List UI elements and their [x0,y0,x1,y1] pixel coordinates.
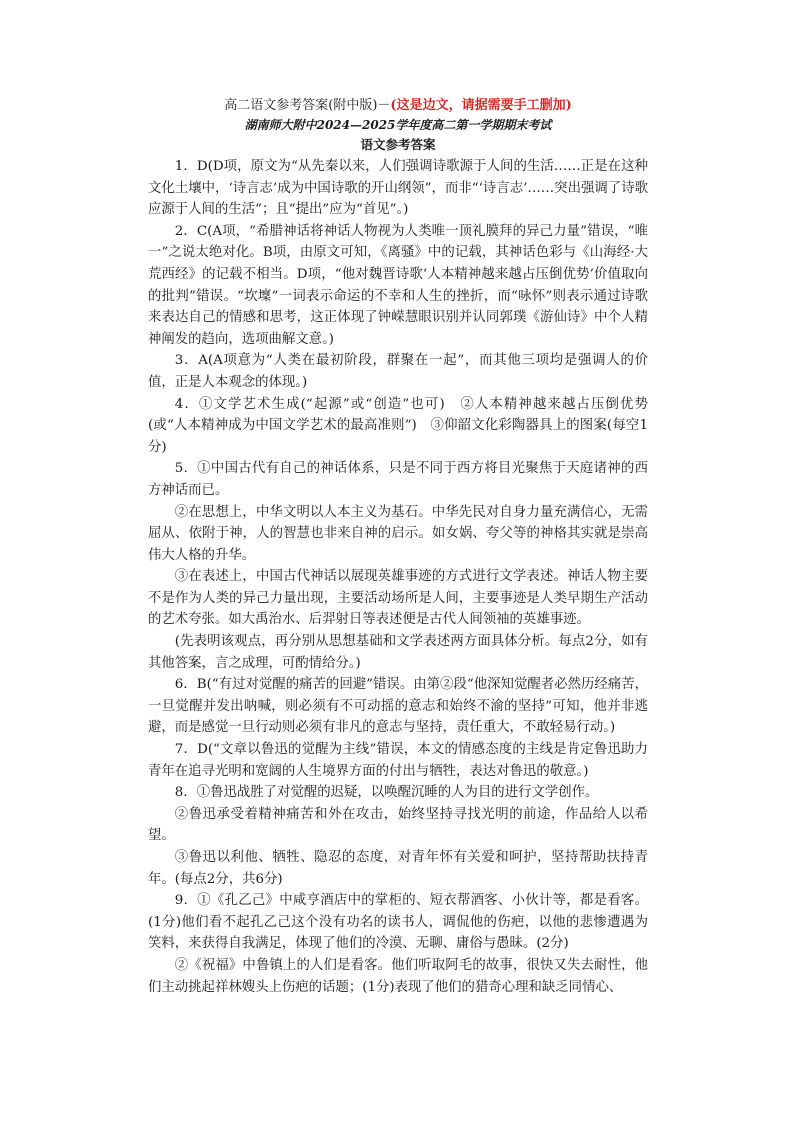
answer-8-point-1: 8．①鲁迅战胜了对觉醒的迟疑，以唤醒沉睡的人为目的进行文学创作。 [174,785,599,801]
answer-8-point-3: ③鲁迅以利他、牺牲、隐忍的态度，对青年怀有关爱和呵护，坚持帮助扶持青年。(每点2分，共6分) [148,850,648,887]
answer-9-point-2: ②《祝福》中鲁镇上的人们是看客。他们听取阿毛的故事，很快又失去耐性，他们主动挑起祥林嫂头上伤疤的话题；(1分)表现了他们的猎奇心理和缺乏同情心、 [148,957,648,995]
answer-2: 2．C(A项，“希腊神话将神话人物视为人类唯一顶礼膜拜的异己力量”错误，“唯一”之说太绝对化。B项，由原文可知，《离骚》中的记载，其神话色彩与《山海经·大荒西经》的记载不相当。D项，“他对魏晋诗歌‘人本精神越来越占压倒优势’价值取向的批判”错误。“坎壈”一词表示命运的不幸和人生的挫折，而“咏怀”则表示通过诗歌来表达自己的情感和思考，这正体现了钟嵘慧眼识别并认同郭璞《游仙诗》中个人精神阐发的趋向，选项曲解文意。) [148,223,648,347]
section-title: 语文参考答案 [360,137,436,152]
answer-8-point-2: ②鲁迅承受着精神痛苦和外在攻击，始终坚持寻找光明的前途，作品给人以希望。 [148,806,648,844]
exam-subtitle: 湖南师大附中2024—2025学年度高二第一学期期末考试 [244,118,552,132]
answer-4: 4．①文学艺术生成(“起源”或“创造”也可) ②人本精神越来越占压倒优势(或“人本精神成为中国文学艺术的最高准则”) ③仰韶文化彩陶器具上的图案(每空1分) [148,396,648,455]
answer-5-point-2: ②在思想上，中华文明以人本主义为基石。中华先民对自身力量充满信心，无需屈从、依附于神，人的智慧也非来自神的启示。如女娲、夸父等的神格其实就是崇高伟大人格的升华。 [148,504,648,563]
answer-5-point-1: 5．①中国古代有自己的神话体系，只是不同于西方将目光聚焦于天庭诸神的西方神话而已。 [148,461,648,498]
answer-sheet-page [148,96,648,998]
answer-7: 7．D(“文章以鲁迅的觉醒为主线”错误，本文的情感态度的主线是肯定鲁迅助力青年在追寻光明和宽阔的人生境界方面的付出与牺牲，表达对鲁迅的敬意。) [148,742,648,779]
answer-3: 3．A(A项意为“人类在最初阶段，群聚在一起”，而其他三项均是强调人的价值，正是人本观念的体现。) [148,353,648,390]
answer-5-scoring: (先表明该观点，再分别从思想基础和文学表述两方面具体分析。每点2分，如有其他答案，言之成理，可酌情给分。) [148,634,648,671]
document-header [148,96,648,116]
answer-1: 1．D(D项，原文为“从先秦以来，人们强调诗歌源于人间的生活……正是在这种文化土壤中，‘诗言志’成为中国诗歌的开山纲领”，而非“‘诗言志’……突出强调了诗歌应源于人间的生活”；且“提出”应为“首见”。) [148,159,648,218]
answer-9-point-1: 9．①《孔乙己》中咸亨酒店中的掌柜的、短衣帮酒客、小伙计等，都是看客。(1分)他们看不起孔乙己这个没有功名的读书人，调侃他的伤疤，以他的悲惨遭遇为笑料，来获得自我满足，体现了他们的冷漠、无聊、庸俗与愚昧。(2分) [148,893,648,952]
answers-body [148,156,648,998]
answer-5-point-3: ③在表述上，中国古代神话以展现英雄事迹的方式进行文学表述。神话人物主要不是作为人类的异己力量出现，主要活动场所是人间，主要事迹是人类早期生产活动的艺术夸张。如大禹治水、后羿射日等表述便是古代人间领袖的英雄事迹。 [148,569,648,628]
margin-note: (这是边文，请据需要手工删加) [390,98,572,113]
header-title: 高二语文参考答案(附中版)－ [224,98,391,113]
answer-6: 6．B(“有过对觉醒的痛苦的回避”错误。由第②段“他深知觉醒者必然历经痛苦，一旦觉醒并发出呐喊，则必须有不可动摇的意志和始终不渝的坚持”可知，他并非逃避，而是感觉一旦行动则必须有非凡的意志与坚持，责任重大，不敢轻易行动。) [148,677,648,736]
